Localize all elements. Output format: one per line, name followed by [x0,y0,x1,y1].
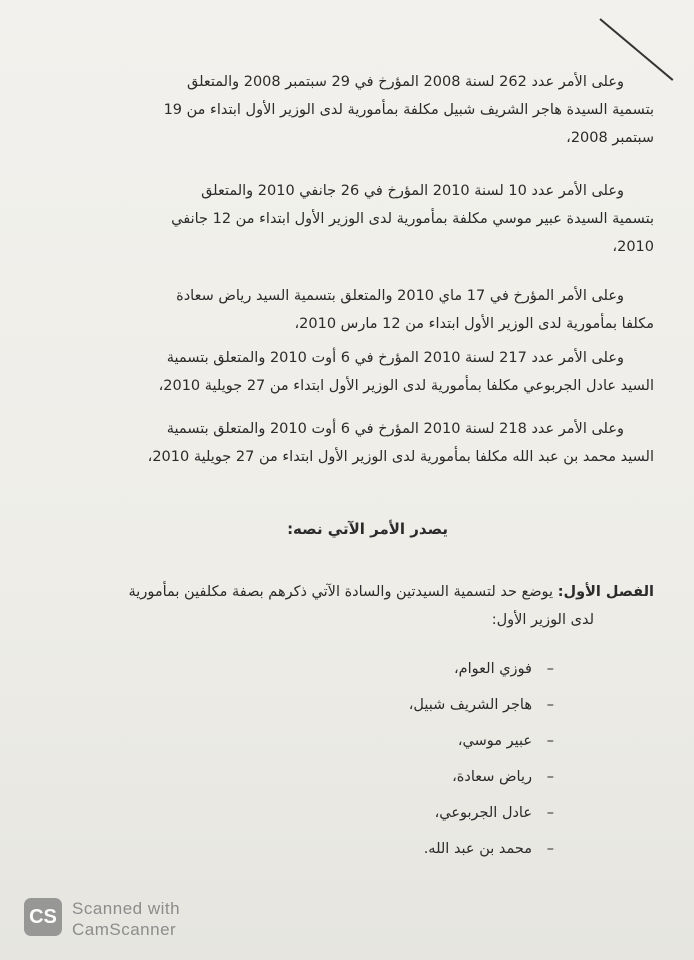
list-dash: – [546,697,554,713]
paragraph-decree-10 [54,177,654,261]
list-item [409,834,554,870]
list-dash: – [546,805,554,821]
article-label: الفصل الأول: [557,584,654,600]
paragraph-line: وعلى الأمر عدد 217 لسنة 2010 المؤرخ في 6 أوت 2010 والمتعلق بتسمية [166,350,624,366]
list-dash: – [546,661,554,677]
list-item [409,762,554,798]
paragraph-line: سبتمبر 2008، [566,130,654,146]
paragraph-line: مكلفا بمأمورية لدى الوزير الأول ابتداء من 12 مارس 2010، [294,316,654,332]
paragraph-decree-may-2010 [54,282,654,338]
name-text: محمد بن عبد الله. [423,841,532,857]
paragraph-line: 2010، [612,239,654,255]
paragraph-line: السيد عادل الجربوعي مكلفا بمأمورية لدى الوزير الأول ابتداء من 27 جويلية 2010، [158,378,654,394]
list-dash: – [546,769,554,785]
name-text: عادل الجربوعي، [434,805,532,821]
list-dash: – [546,841,554,857]
paragraph-line: وعلى الأمر عدد 262 لسنة 2008 المؤرخ في 29 سبتمبر 2008 والمتعلق [187,74,624,90]
list-item [409,798,554,834]
name-text: هاجر الشريف شبيل، [408,697,532,713]
paragraph-line: السيد محمد بن عبد الله مكلفا بمأمورية لدى الوزير الأول ابتداء من 27 جويلية 2010، [147,449,654,465]
paragraph-decree-217 [54,344,654,400]
watermark-line1: Scanned with [72,899,181,918]
paragraph-decree-218 [54,415,654,471]
name-text: فوزي العوام، [453,661,532,677]
article-text: يوضع حد لتسمية السيدتين والسادة الآتي ذكرهم بصفة مكلفين بمأمورية [128,584,554,600]
paragraph-line: وعلى الأمر عدد 218 لسنة 2010 المؤرخ في 6 أوت 2010 والمتعلق بتسمية [166,421,624,437]
list-item [409,690,554,726]
camscanner-logo-icon: CS [24,898,62,936]
paragraph-line: بتسمية السيدة عبير موسي مكلفة بمأمورية لدى الوزير الأول ابتداء من 12 جانفي [171,211,654,227]
paragraph-line: بتسمية السيدة هاجر الشريف شبيل مكلفة بمأمورية لدى الوزير الأول ابتداء من 19 [163,102,654,118]
list-item [409,654,554,690]
list-item [409,726,554,762]
watermark-line2: CamScanner [72,920,177,939]
name-text: عبير موسي، [457,733,532,749]
paragraph-decree-262 [54,68,654,152]
article-one [44,578,654,634]
camscanner-watermark [72,898,180,940]
decree-heading: يصدر الأمر الآتي نصه: [287,520,448,538]
names-list [409,654,554,870]
article-text-line2: لدى الوزير الأول: [491,612,594,628]
paragraph-line: وعلى الأمر عدد 10 لسنة 2010 المؤرخ في 26 جانفي 2010 والمتعلق [201,183,624,199]
name-text: رياض سعادة، [452,769,532,785]
paragraph-line: وعلى الأمر المؤرخ في 17 ماي 2010 والمتعلق بتسمية السيد رياض سعادة [176,288,624,304]
list-dash: – [546,733,554,749]
